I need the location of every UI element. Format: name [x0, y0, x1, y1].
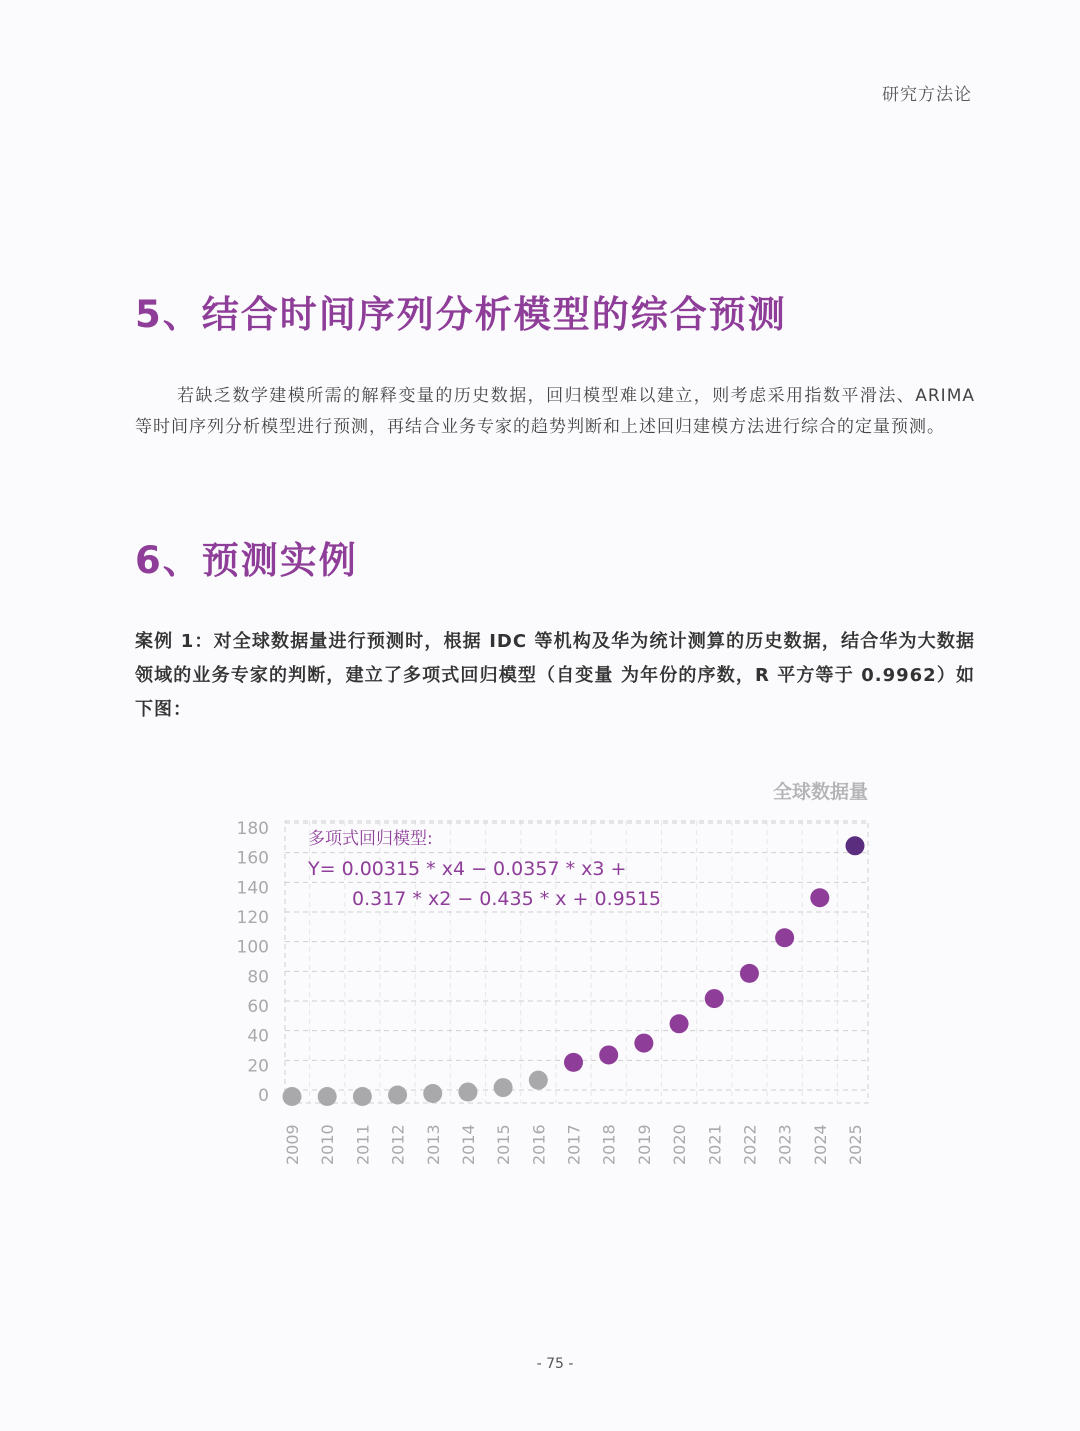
data-point-2017: [564, 1053, 583, 1072]
y-tick-label: 40: [247, 1026, 269, 1047]
x-axis-ticks: [283, 1124, 865, 1165]
x-tick-label: 2023: [775, 1124, 795, 1165]
y-tick-label: 140: [236, 878, 269, 899]
x-tick-label: 2021: [705, 1124, 725, 1165]
data-point-2024: [810, 888, 829, 907]
y-tick-label: 180: [236, 819, 269, 839]
x-tick-label: 2019: [634, 1124, 654, 1165]
annotation-formula-line2: 0.317 * x2 − 0.435 * x + 0.9515: [352, 888, 662, 910]
section-6-title: 6、预测实例: [135, 539, 358, 582]
y-tick-label: 120: [236, 908, 269, 928]
data-point-2014: [458, 1083, 477, 1102]
x-tick-label: 2020: [670, 1124, 690, 1165]
y-tick-label: 100: [236, 937, 269, 958]
data-point-2021: [705, 989, 724, 1008]
section-5-title: 5、结合时间序列分析模型的综合预测: [135, 293, 787, 336]
section-5-body: 若缺乏数学建模所需的解释变量的历史数据，回归模型难以建立，则考虑采用指数平滑法、ARIMA 等时间序列分析模型进行预测，再结合业务专家的趋势判断和上述回归建模方法进行综合的定量预测。: [135, 386, 975, 437]
data-point-2018: [599, 1045, 618, 1064]
x-tick-label: 2025: [846, 1124, 865, 1165]
data-point-2012: [388, 1086, 407, 1105]
data-point-2016: [529, 1071, 548, 1090]
data-point-2011: [353, 1087, 372, 1106]
x-tick-label: 2011: [353, 1124, 373, 1165]
x-tick-label: 2013: [423, 1124, 443, 1165]
data-point-2022: [740, 964, 759, 983]
y-tick-label: 60: [247, 997, 269, 1017]
x-tick-label: 2015: [494, 1124, 514, 1165]
annotation-label: 多项式回归模型:: [308, 829, 433, 849]
x-tick-label: 2012: [388, 1124, 408, 1165]
x-tick-label: 2017: [564, 1124, 584, 1165]
y-tick-label: 160: [236, 848, 269, 869]
chart-title: 全球数据量: [772, 781, 868, 803]
x-tick-label: 2010: [318, 1124, 338, 1165]
case-1-text: 案例 1：对全球数据量进行预测时，根据 IDC 等机构及华为统计测算的历史数据，结合华为大数据领域的业务专家的判断，建立了多项式回归模型（自变量 为年份的序数，R 平方等于 0.9962）如下图：: [135, 631, 975, 720]
data-point-2010: [318, 1087, 337, 1106]
y-tick-label: 80: [247, 967, 269, 988]
x-tick-label: 2009: [283, 1124, 302, 1165]
page-number: - 75 -: [536, 1356, 574, 1372]
y-axis-ticks: [237, 819, 269, 1106]
data-point-2020: [670, 1014, 689, 1033]
data-point-2009: [283, 1087, 302, 1106]
annotation-formula-line1: Y= 0.00315 * x4 − 0.0357 * x3 +: [308, 858, 627, 880]
y-tick-label: 20: [247, 1056, 269, 1077]
x-tick-label: 2022: [740, 1124, 760, 1165]
x-tick-label: 2014: [458, 1124, 478, 1165]
running-header: 研究方法论: [882, 85, 972, 105]
x-tick-label: 2018: [599, 1124, 619, 1165]
data-point-2023: [775, 928, 794, 947]
data-point-2019: [634, 1034, 653, 1053]
y-tick-label: 0: [258, 1086, 269, 1106]
data-point-2015: [494, 1078, 513, 1097]
x-tick-label: 2024: [810, 1124, 830, 1165]
data-point-2025: [846, 836, 865, 855]
data-point-2013: [423, 1084, 442, 1103]
x-tick-label: 2016: [529, 1124, 549, 1165]
